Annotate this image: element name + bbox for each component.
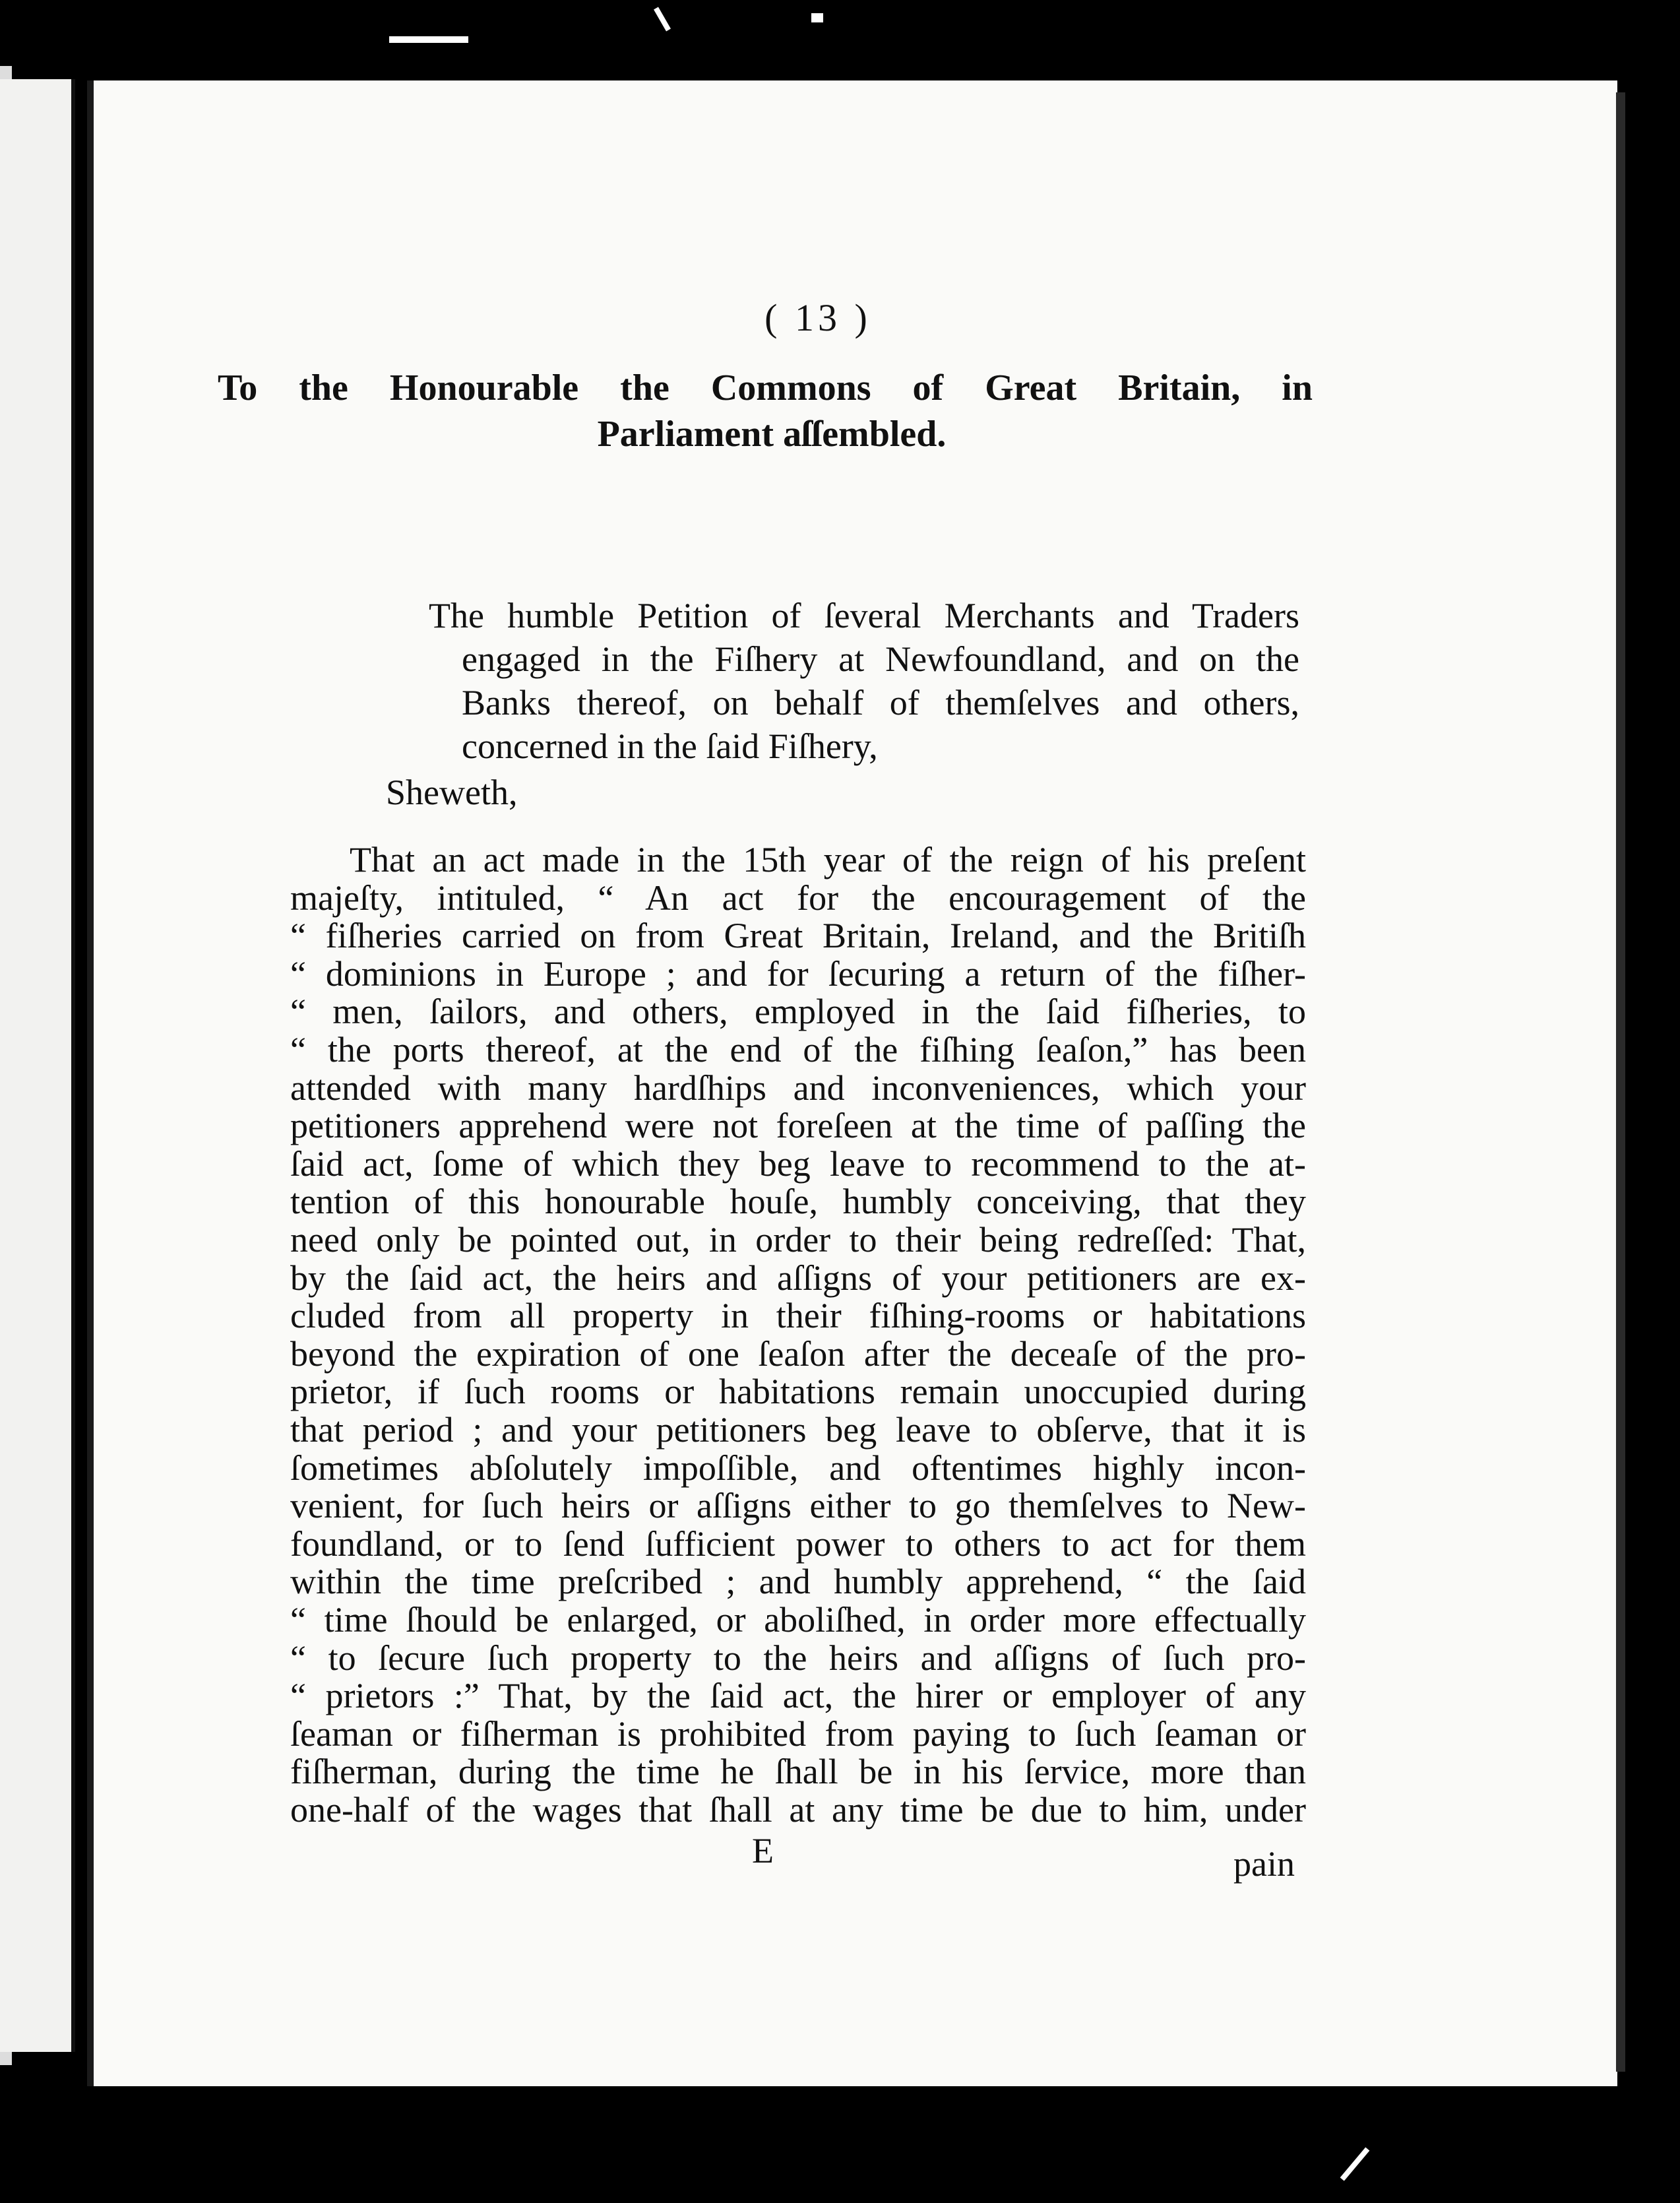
body-line: That an act made in the 15th year of the reign of his preſent	[350, 840, 1306, 879]
body-line: “ to ſecure ſuch property to the heirs and aſſigns of ſuch pro-	[290, 1638, 1306, 1678]
body-line: “ men, ſailors, and others, employed in the ſaid fiſheries, to	[290, 992, 1306, 1032]
body-line: “ the ports thereof, at the end of the fiſhing ſeaſon,” has been	[290, 1030, 1306, 1070]
petition-line-4: concerned in the ſaid Fiſhery,	[462, 726, 878, 766]
body-line: beyond the expiration of one ſeaſon after the deceaſe of the pro-	[290, 1333, 1306, 1374]
page-fold-shadow	[1616, 92, 1625, 2072]
catchword: pain	[1233, 1843, 1295, 1884]
body-line: “ time ſhould be enlarged, or aboliſhed, in order more effectually	[290, 1600, 1306, 1640]
title-line-2: Parliament aſſembled.	[597, 414, 947, 455]
body-line: “ prietors :” That, by the ſaid act, the hirer or employer of any	[290, 1676, 1306, 1716]
sheweth-label: Sheweth,	[386, 773, 518, 812]
body-line: “ dominions in Europe ; and for ſecuring a return of the fiſher-	[290, 953, 1306, 994]
dust-speck	[654, 7, 671, 32]
body-line: one-half of the wages that ſhall at any time be due to him, under	[290, 1790, 1306, 1830]
body-line: petitioners apprehend were not foreſeen at the time of paſſing the	[290, 1106, 1306, 1146]
dust-speck	[1340, 2147, 1370, 2181]
signature-mark: E	[752, 1830, 774, 1870]
body-line: ſeaman or fiſherman is prohibited from paying to ſuch ſeaman or	[290, 1713, 1306, 1754]
body-line: prietor, if ſuch rooms or habitations remain unoccupied during	[290, 1372, 1306, 1412]
body-line: that period ; and your petitioners beg leave to obſerve, that it is	[290, 1410, 1306, 1450]
body-line: need only be pointed out, in order to their being redreſſed: That,	[290, 1220, 1306, 1260]
body-line: ſometimes abſolutely impoſſible, and oftentimes highly incon-	[290, 1448, 1306, 1488]
petition-line-2: engaged in the Fiſhery at Newfoundland, and on the	[462, 639, 1299, 679]
body-line: “ fiſheries carried on from Great Britain, Ireland, and the Britiſh	[290, 916, 1306, 956]
body-line: majeſty, intituled, “ An act for the encouragement of the	[290, 878, 1306, 918]
dust-speck	[811, 13, 823, 22]
page-number: ( 13 )	[764, 296, 871, 339]
body-line: cluded from all property in their fiſhing-rooms or habitations	[290, 1296, 1306, 1336]
petition-line-3: Banks thereof, on behalf of themſelves and others,	[462, 683, 1299, 722]
facing-page-strip	[0, 79, 75, 2052]
body-line: by the ſaid act, the heirs and aſſigns of your petitioners are ex-	[290, 1258, 1306, 1298]
body-line: attended with many hardſhips and inconveniences, which your	[290, 1068, 1306, 1108]
body-line: fiſherman, during the time he ſhall be in his ſervice, more than	[290, 1752, 1306, 1792]
body-line: within the time preſcribed ; and humbly apprehend, “ the ſaid	[290, 1562, 1306, 1602]
body-line: foundland, or to ſend ſufficient power to others to act for them	[290, 1523, 1306, 1564]
body-line: venient, for ſuch heirs or aſſigns either to go themſelves to New-	[290, 1486, 1306, 1526]
dust-speck	[389, 36, 468, 43]
body-line: ſaid act, ſome of which they beg leave to recommend to the at-	[290, 1143, 1306, 1184]
title-line-1: To the Honourable the Commons of Great Britain, in	[218, 367, 1313, 408]
body-line: tention of this honourable houſe, humbly conceiving, that they	[290, 1182, 1306, 1222]
petition-line-1: The humble Petition of ſeveral Merchants and Traders	[429, 596, 1299, 635]
